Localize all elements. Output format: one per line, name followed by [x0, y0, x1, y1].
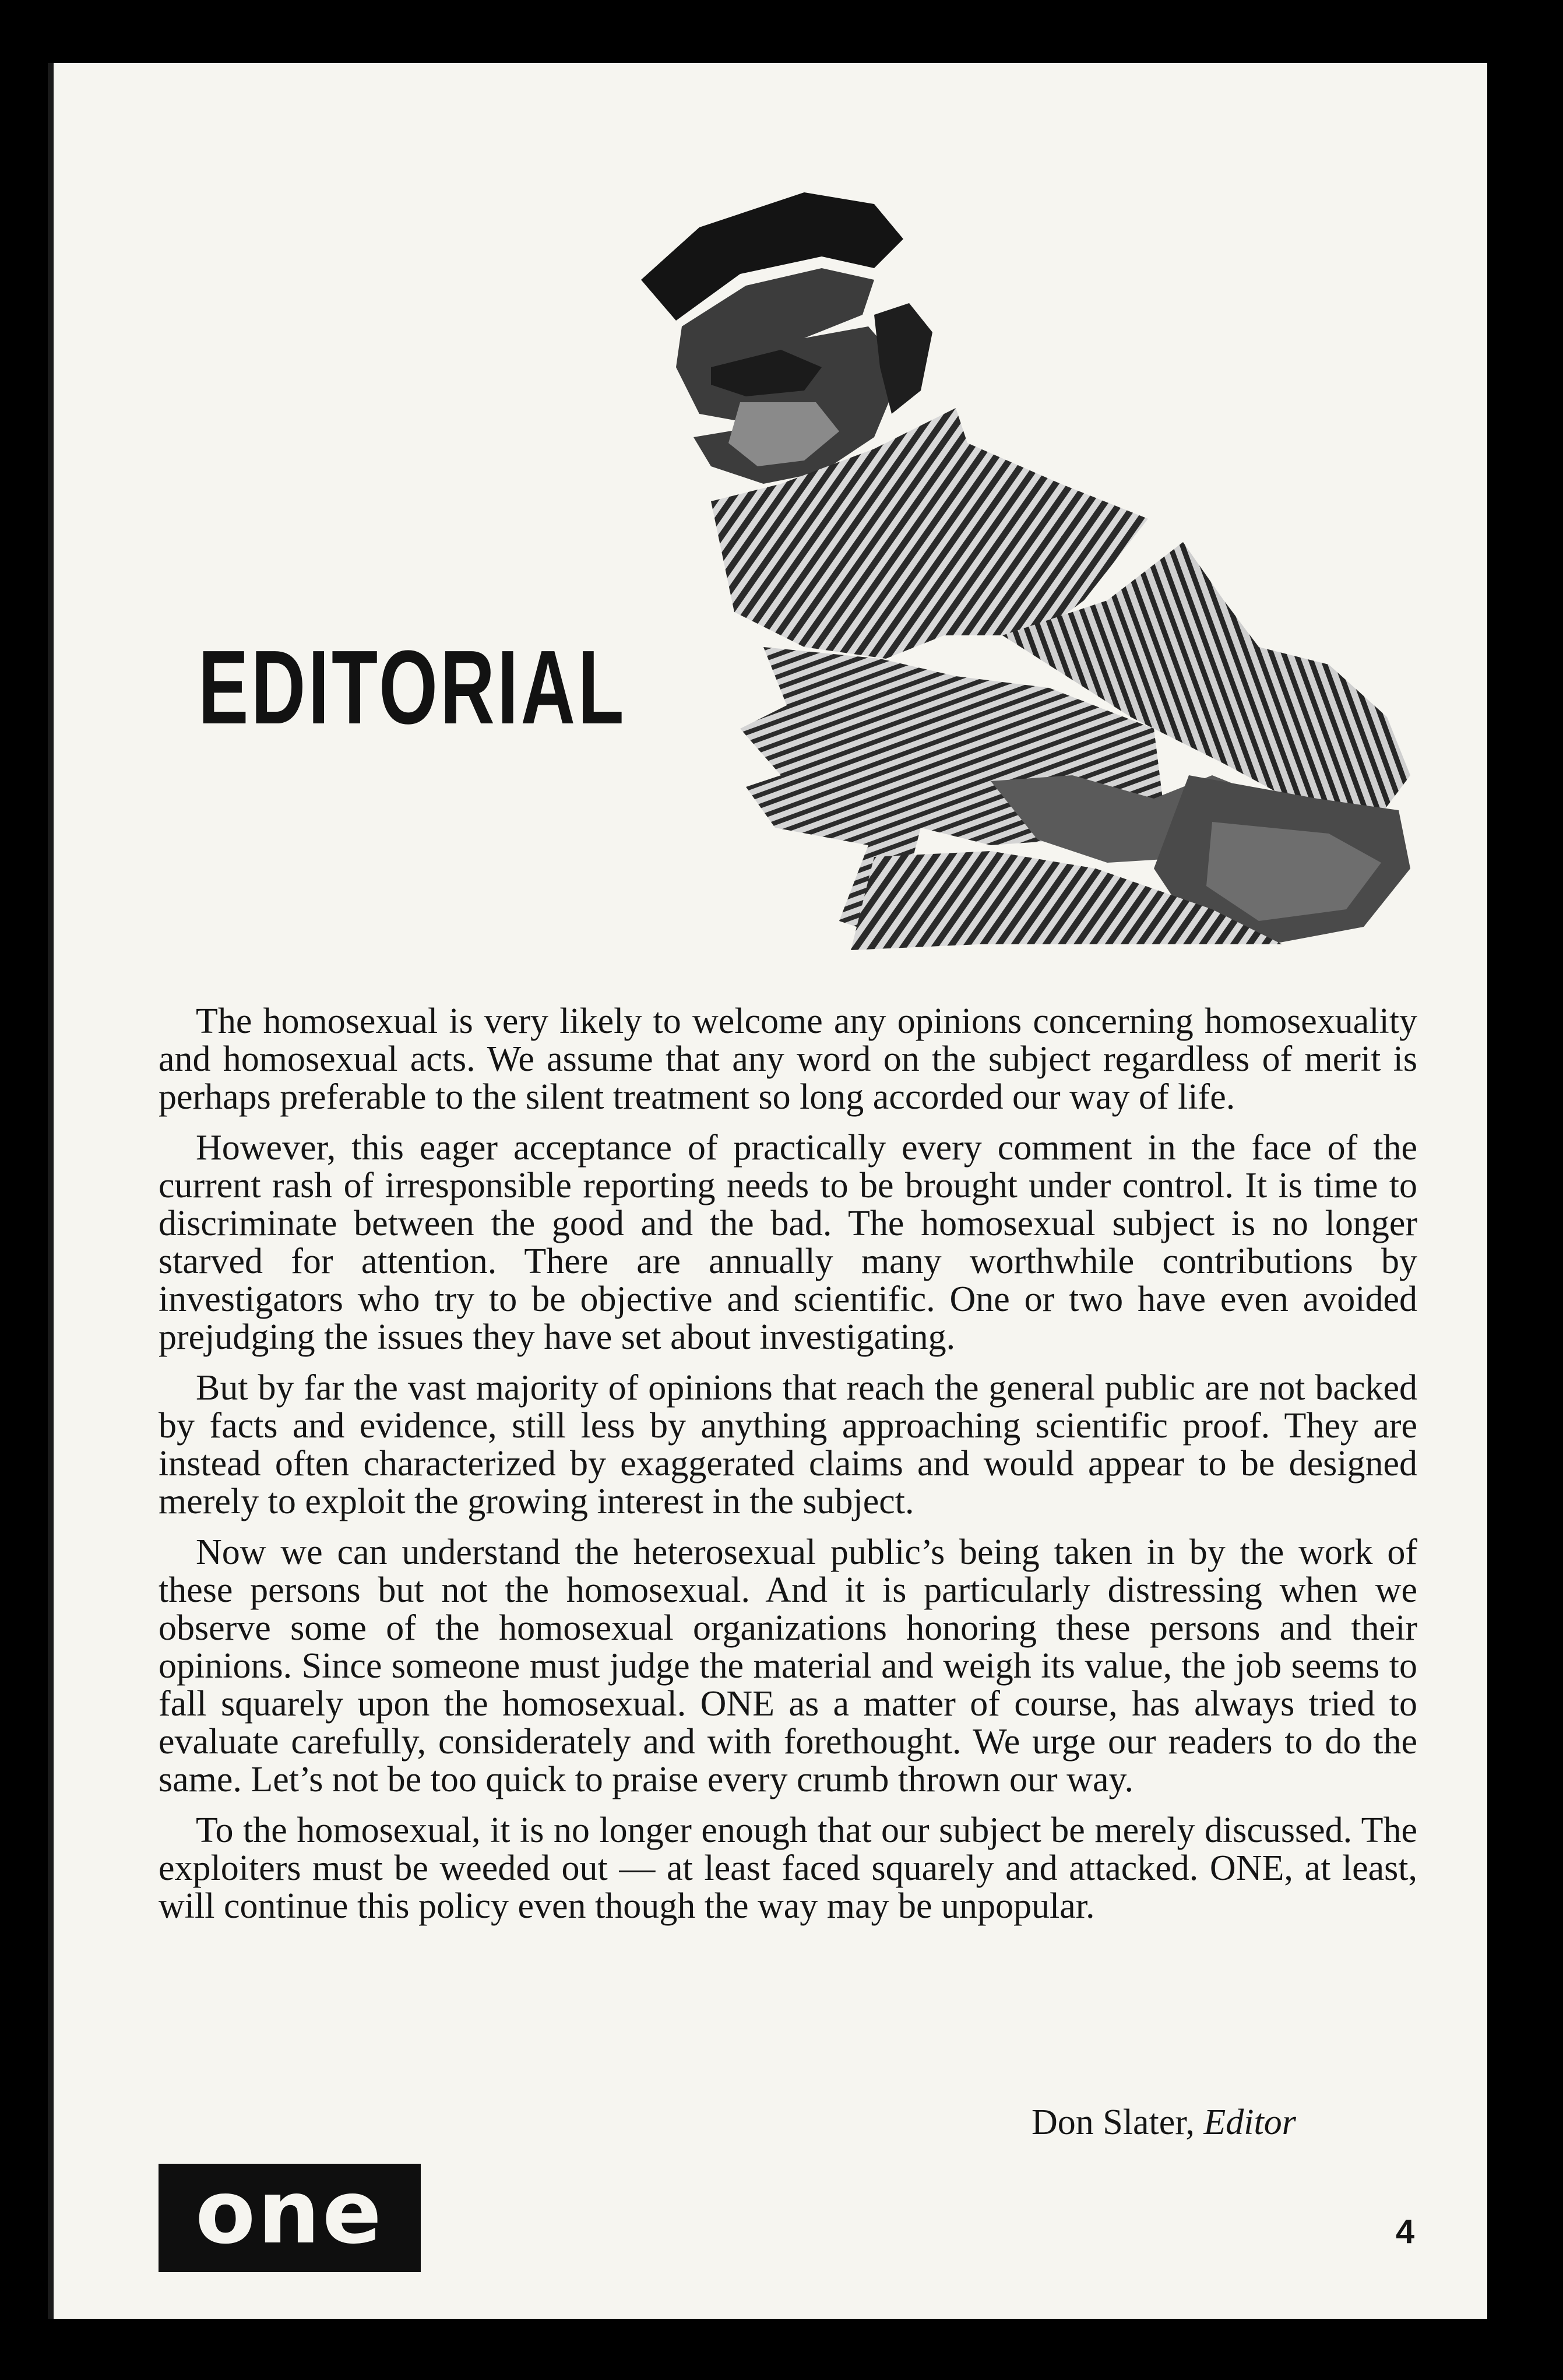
editorial-body [159, 1003, 1417, 1938]
paragraph-2: However, this eager acceptance of practically every comment in the face of the current rash of irresponsible reporting needs to be brought under control. It is time to discriminate between the good and the bad. The homosexual subject is no longer starved for attention. There are annually many worthwhile contributions by investigators who try to be objective and scientific. One or two have even avoided prejudging the issues they have set about investigating. [159, 1128, 1417, 1357]
page-edge-shadow [48, 63, 54, 2319]
one-logo [159, 2164, 421, 2272]
signature-role: Editor [1203, 2103, 1296, 2142]
signature-name: Don Slater, [1032, 2103, 1195, 2142]
paragraph-5: To the homosexual, it is no longer enough that our subject be merely discussed. The exploiters must be weeded out — at least faced squarely and attacked. ONE, at least, will continue this policy even though the way may be unpopular. [159, 1811, 1417, 1926]
paragraph-4: Now we can understand the heterosexual public’s being taken in by the work of these persons but not the homosexual. And it is particularly distressing when we observe some of the homosexual organizations honoring these persons and their opinions. Since someone must judge the material and weigh its value, the job seems to fall squarely upon the homosexual. ONE as a matter of course, has always tried to evaluate carefully, considerately and with forethought. We urge our readers to do the same. Let’s not be too quick to praise every crumb thrown our way. [159, 1532, 1417, 1799]
logo-text: one [195, 2162, 384, 2263]
page-title: EDITORIAL [198, 629, 626, 746]
paragraph-3: But by far the vast majority of opinions that reach the general public are not backed by facts and evidence, still less by anything approaching scientific proof. They are instead often characterized by exaggerated claims and would appear to be designed merely to exploit the growing interest in the subject. [159, 1368, 1417, 1521]
paragraph-1: The homosexual is very likely to welcome any opinions concerning homosexuality and homosexual acts. We assume that any word on the subject regardless of merit is perhaps preferable to the silent treatment so long accorded our way of life. [159, 1001, 1417, 1117]
collage-photo [629, 192, 1416, 950]
signature [1032, 2101, 1439, 2143]
page-number: 4 [1396, 2213, 1415, 2251]
